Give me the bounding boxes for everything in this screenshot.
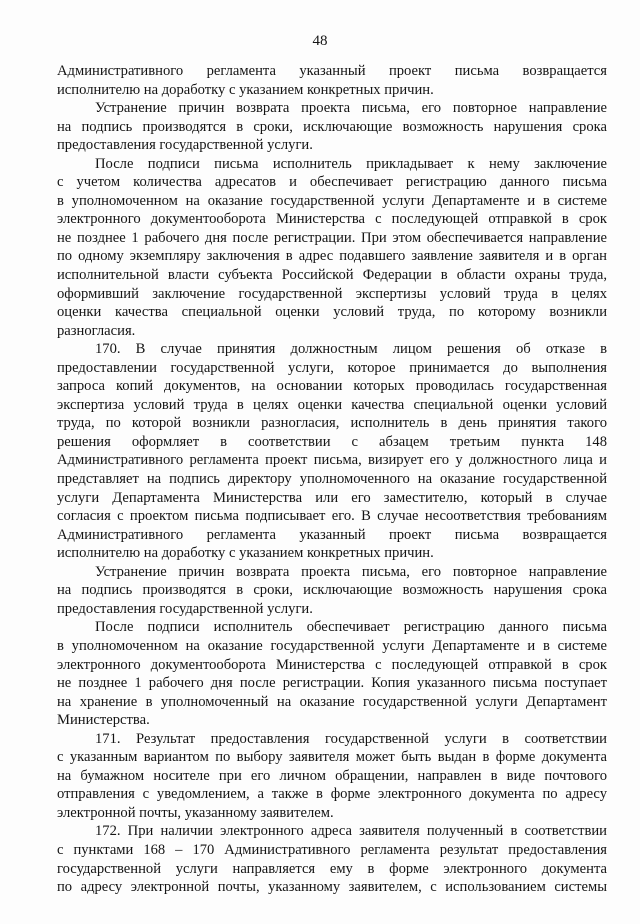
text-line: не позднее 1 рабочего дня после регистрации. Копия указанного письма поступает <box>57 675 607 692</box>
text-line: решения оформляет в соответствии с абзацем третьим пункта 148 <box>57 433 607 450</box>
text-line: согласия с проектом письма подписывает его. В случае несоответствия требованиям <box>57 508 607 525</box>
text-line: на подпись производятся в сроки, исключающие возможность нарушения срока <box>57 118 607 135</box>
text-line: 170. В случае принятия должностным лицом решения об отказе в <box>95 341 607 358</box>
text-line: предоставления государственной услуги. <box>57 600 313 617</box>
text-line: Министерства. <box>57 712 150 729</box>
text-line: После подписи исполнитель обеспечивает регистрацию данного письма <box>95 619 607 636</box>
text-line: по одному экземпляру заключения в адрес подавшего заявление заявителя и в орган <box>57 248 607 265</box>
text-line: на хранение в уполномоченный на оказание государственной услуги Департамент <box>57 693 607 710</box>
text-line: в уполномоченном на оказание государственной услуги Департаменте и в системе <box>57 637 607 654</box>
text-line: с пунктами 168 – 170 Административного регламента результат предоставления <box>57 841 607 858</box>
text-line: разногласия. <box>57 322 136 339</box>
paragraph <box>57 563 607 619</box>
text-line: исполнителю на доработку с указанием конкретных причин. <box>57 81 434 98</box>
text-line: отправления с уведомлением, а также в форме электронного документа по адресу <box>57 786 607 803</box>
page-number: 48 <box>312 33 328 49</box>
text-line: предоставлении государственной услуги, которое принимается до выполнения <box>57 359 607 376</box>
text-line: Административного регламента проект письма, визирует его у должностного лица и <box>57 452 607 469</box>
text-line: 172. При наличии электронного адреса заявителя полученный в соответствии <box>95 823 607 840</box>
text-line: После подписи письма исполнитель прикладывает к нему заключение <box>95 155 607 172</box>
text-line: Административного регламента указанный проект письма возвращается <box>57 63 607 79</box>
text-line: исполнительной власти субъекта Российской Федерации в области охраны труда, <box>57 267 607 284</box>
text-line: в уполномоченном на оказание государственной услуги Департаменте и в системе <box>57 192 607 209</box>
paragraph <box>57 62 607 99</box>
paragraph <box>57 99 607 155</box>
text-line: Устранение причин возврата проекта письма, его повторное направление <box>95 563 607 580</box>
text-line: труда, по которой возникли разногласия, исполнитель в день принятия такого <box>57 415 607 432</box>
text-line: по адресу электронной почты, указанному заявителем, с использованием системы <box>57 879 607 896</box>
text-line: оформивший заключение государственной экспертизы условий труда в целях <box>57 285 607 302</box>
text-line: с учетом количества адресатов и обеспечивает регистрацию данного письма <box>57 174 607 191</box>
text-line: Административного регламента указанный проект письма возвращается <box>57 526 607 543</box>
text-line: электронного документооборота Министерства с последующей отправкой в срок <box>57 211 607 228</box>
text-line: 171. Результат предоставления государственной услуги в соответствии <box>95 730 607 747</box>
text-line: государственной услуги направляется ему в форме электронного документа <box>57 860 607 877</box>
paragraph <box>57 730 607 823</box>
paragraph <box>57 340 607 563</box>
paragraph <box>57 822 607 896</box>
text-line: представляет на подпись директору уполномоченного на оказание государственной <box>57 471 607 488</box>
text-line: на подпись производятся в сроки, исключающие возможность нарушения срока <box>57 582 607 599</box>
text-line: исполнителю на доработку с указанием конкретных причин. <box>57 545 434 562</box>
paragraph <box>57 155 607 340</box>
text-line: предоставления государственной услуги. <box>57 137 313 154</box>
text-line: электронной почты, указанному заявителем. <box>57 804 334 821</box>
text-line: на бумажном носителе при его личном обращении, направлен в виде почтового <box>57 767 607 784</box>
text-line: услуги Департамента Министерства или его заместителю, который в случае <box>57 489 607 506</box>
text-line: Устранение причин возврата проекта письма, его повторное направление <box>95 100 607 117</box>
text-line: электронного документооборота Министерства с последующей отправкой в срок <box>57 656 607 673</box>
document-body <box>57 62 607 897</box>
text-line: с указанным вариантом по выбору заявителя может быть выдан в форме документа <box>57 749 607 766</box>
text-line: запроса копий документов, на основании которых проводилась государственная <box>57 378 607 395</box>
text-line: не позднее 1 рабочего дня после регистрации. При этом обеспечивается направление <box>57 229 607 246</box>
text-line: оценки качества специальной оценки условий труда, по которому возникли <box>57 304 607 321</box>
paragraph <box>57 618 607 729</box>
text-line: экспертиза условий труда в целях оценки качества специальной оценки условий <box>57 396 607 413</box>
